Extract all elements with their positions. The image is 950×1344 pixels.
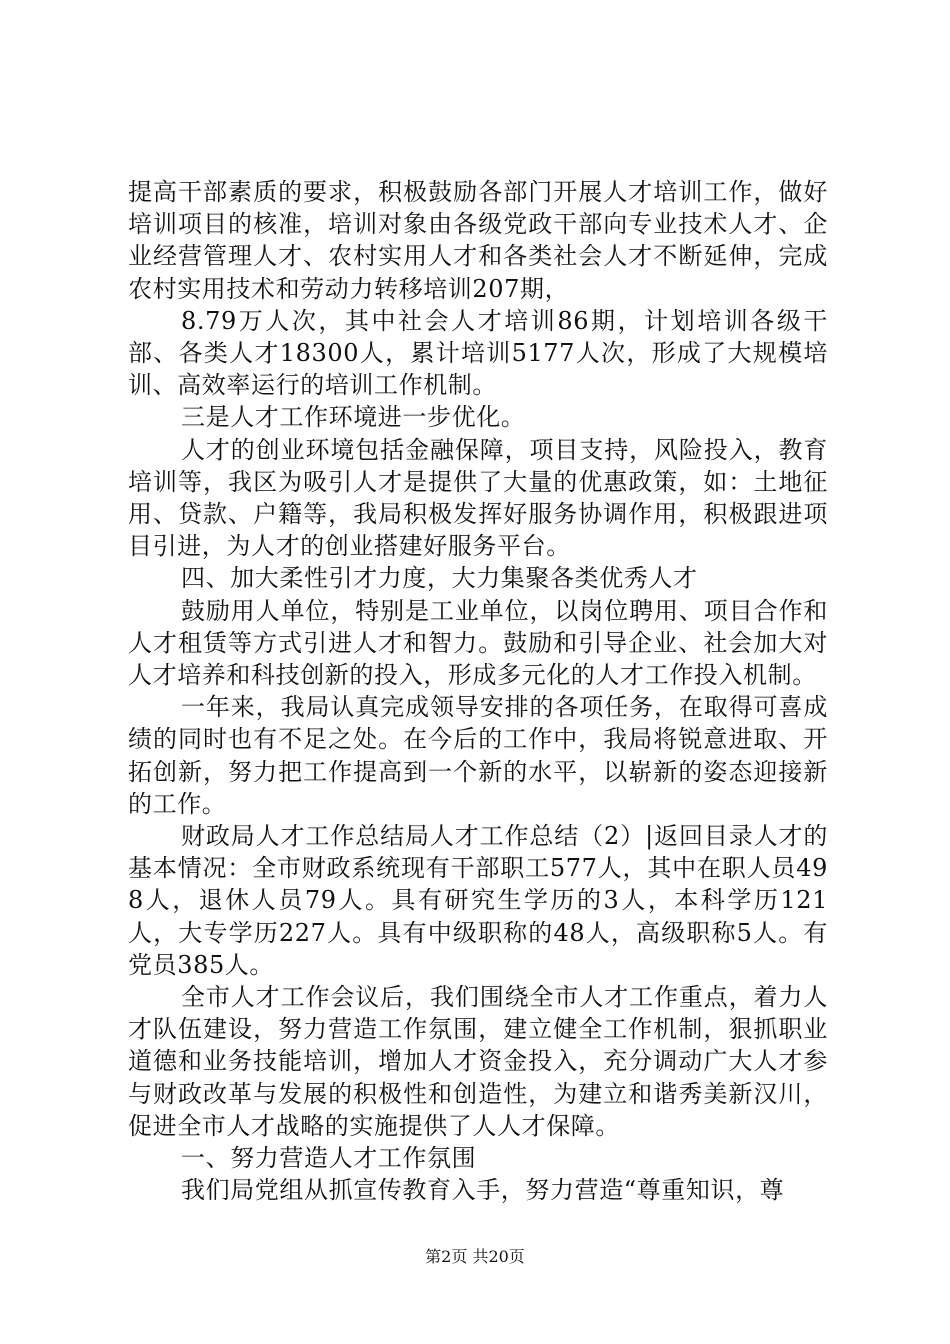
paragraph-3: 三是人才工作环境进一步优化。 (181, 403, 526, 432)
paragraph-1: 提高干部素质的要求，积极鼓励各部门开展人才培训工作，做好培训项目的核准，培训对象由各级党政干部向专业技术人才、企业经营管理人才、农村实用人才和各类社会人才不断延伸，完成农村实用技术和劳动力转移培训207期， (128, 178, 828, 303)
paragraph-4: 人才的创业环境包括金融保障，项目支持，风险投入，教育培训等，我区为吸引人才是提供了大量的优惠政策，如：土地征用、贷款、户籍等，我局积极发挥好服务协调作用，积极跟进项目引进，为人才的创业搭建好服务平台。 (128, 435, 828, 561)
paragraph-11: 我们局党组从抓宣传教育入手，努力营造“尊重知识，尊 (181, 1176, 785, 1205)
paragraph-9: 全市人才工作会议后，我们围绕全市人才工作重点，着力人才队伍建设，努力营造工作氛围，建立健全工作机制，狠抓职业道德和业务技能培训，增加人才资金投入，充分调动广大人才参与财政改革与发展的积极性和创造性，为建立和谐秀美新汉川，促进全市人才战略的实施提供了人人才保障。 (128, 983, 828, 1140)
paragraph-6: 鼓励用人单位，特别是工业单位，以岗位聘用、项目合作和人才租赁等方式引进人才和智力。鼓励和引导企业、社会加大对人才培养和科技创新的投入，形成多元化的人才工作投入机制。 (128, 596, 828, 690)
paragraph-7: 一年来，我局认真完成领导安排的各项任务，在取得可喜成绩的同时也有不足之处。在今后的工作中，我局将锐意进取、开拓创新，努力把工作提高到一个新的水平，以崭新的姿态迎接新的工作。 (128, 693, 828, 818)
paragraph-10: 一、努力营造人才工作氛围 (181, 1144, 477, 1173)
paragraph-8: 财政局人才工作总结局人才工作总结（2）|返回目录人才的基本情况：全市财政系统现有干部职工577人，其中在职人员498人，退休人员79人。具有研究生学历的3人，本科学历121人，大专学历227人。具有中级职称的48人，高级职称5人。有党员385人。 (128, 822, 828, 979)
paragraph-5: 四、加大柔性引才力度，大力集聚各类优秀人才 (181, 564, 698, 593)
document-body (128, 176, 828, 1207)
paragraph-2: 8.79万人次，其中社会人才培训86期，计划培训各级干部、各类人才18300人，累计培训5177人次，形成了大规模培训、高效率运行的培训工作机制。 (128, 306, 828, 400)
page-number-footer: 第2页 共20页 (425, 1247, 525, 1266)
